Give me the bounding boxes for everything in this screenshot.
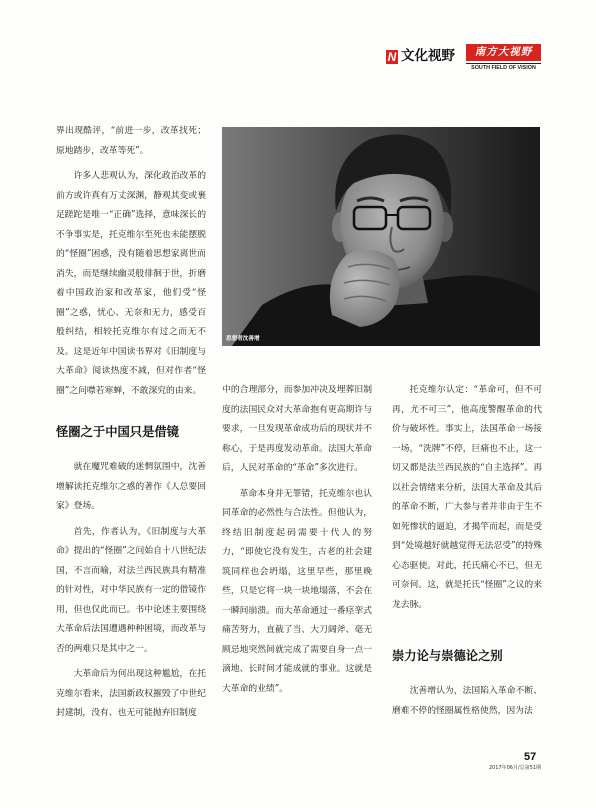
- paragraph: 首先，作者认为，《旧制度与大革命》提出的“怪圈”之问始自十八世纪法国，不言而喻，对法兰西民族具有精准的针对性，对中华民族有一定的借镜作用，但也仅此而已。书中论述主要围绕大革命后法国遭遇种种困境，而改革与否的两难只是其中之一。: [56, 526, 206, 654]
- paragraph: 革命本身并无罪错，托克维尔也认同革命的必然性与合法性。但他认为，终结旧制度起码需要十代人的努力，“即使它没有发生，古老的社会建筑同样也会坍塌，这里早些，那里晚些，只是它将一块一块地塌落，不会在一瞬间崩溃。而大革命通过一番痉挛式痛苦努力，直截了当、大刀阔斧、毫无顾忌地突然间就完成了需要自身一点一滴地、长时间才能成就的事业。这就是大革命的业绩”。: [222, 488, 372, 694]
- portrait-photo: [222, 127, 540, 346]
- portrait-illustration: [222, 127, 540, 346]
- column-2: [222, 381, 372, 699]
- issue-info: 2017年06月/总第51期: [488, 765, 541, 771]
- page-number: 57: [524, 751, 537, 763]
- paragraph: 沈善增认为，法国陷入革命不断、磨难不停的怪圈属性格使然，因为法: [392, 686, 542, 716]
- paragraph: 托克维尔认定：“革命可，但不可再，尤不可三”，他高度警醒革命的代价与破坏性。事实上，法国革命一场接一场，“洗牌”不停，巨痛也不止，这一切又都是法兰西民族的“自主选择”。再以社会情绪来分析，法国大革命及其后的革命不断，广大参与者并非由于生不如死惨状的逼迫，才揭竿而起，而是受到“处境越好就越觉得无法忍受”的特殊心态驱使。对此，托氏痛心不已，但无可奈何。这，就是托氏“怪圈”之议的来龙去脉。: [392, 385, 542, 610]
- column-1-bottom: [56, 458, 206, 724]
- paragraph: 中的合理部分，而参加冲决及埋葬旧制度的法国民众对大革命抱有更高期许与要求，一旦发现革命成功后的现状并不称心，于是再度发动革命。法国大革命后，人民对革命的“革命”多次进行。: [222, 385, 372, 473]
- photo-caption: 思想者沈善增: [226, 336, 260, 342]
- header-rule: [466, 63, 541, 64]
- section-title: 文化视野: [401, 48, 455, 64]
- paragraph: 许多人悲观认为，深化政治改革的前方或许真有万丈深渊，静观其变或裹足蹉跎是唯一“正确”选择，意味深长的不争事实是，托克维尔至死也未能摆脱的“怪圈”困惑，没有随着思想家离世而消失，而是继续幽灵般徘徊于世，折磨着中国政治家和改革家，他们受“怪圈”之惑，忧心、无奈和无力，感受百般纠结，相较托克维尔有过之而无不及。这是近年中国读书界对《旧制度与大革命》阅读热度不减，但对作者“怪圈”之问噤若寒蝉，不敢深究的由来。: [56, 171, 206, 396]
- magazine-english-name: SOUTH FIELD OF VISION: [471, 65, 536, 71]
- section-logo: N: [387, 50, 397, 64]
- column-3-bottom: [392, 682, 542, 721]
- paragraph: 界出现酷评，“前进一步，改革找死；原地踏步，改革等死”。: [56, 126, 206, 156]
- section-heading-2: 崇力论与崇德论之别: [392, 649, 503, 663]
- magazine-name: 南方大视野: [466, 44, 541, 61]
- paragraph: 就在魔咒难破的迷惘氛围中，沈善增解读托克维尔之惑的著作《人总要回家》登场。: [56, 462, 206, 511]
- paragraph: 大革命后为何出现这种尴尬，在托克维尔看来，法国新政权摧毁了中世纪封建制，没有、也无可能抛弃旧制度: [56, 669, 206, 718]
- section-heading-1: 怪圈之于中国只是借镜: [56, 425, 179, 439]
- column-1-top: [56, 122, 206, 401]
- column-3: [392, 381, 542, 615]
